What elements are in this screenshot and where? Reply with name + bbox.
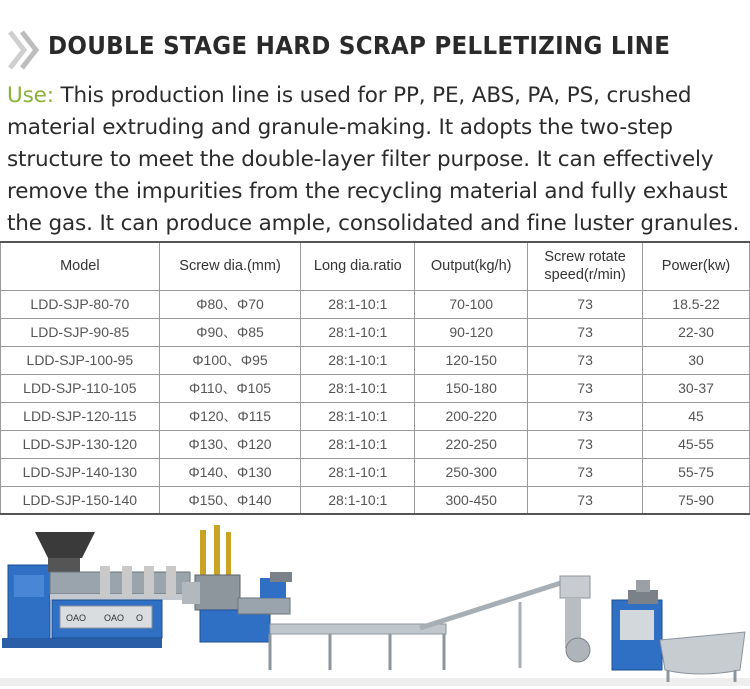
cell-screw-dia: Φ140、Φ130 <box>159 458 301 486</box>
cell-speed: 73 <box>528 318 643 346</box>
table-body <box>1 290 750 514</box>
spec-table <box>0 241 750 515</box>
cell-model: LDD-SJP-110-105 <box>1 374 160 402</box>
description-text: This production line is used for PP, PE, ABS, PA, PS, crushed material extruding and granule-making. It adopts the two-step structure to meet the double-layer filter purpose. It can effectively remove the impurities from the recycling material and fully exhaust the gas. It can produce ample, consolidated and fine luster granules. <box>7 83 740 236</box>
title-bar <box>0 22 750 74</box>
cell-output: 300-450 <box>415 486 528 514</box>
cell-ratio: 28:1-10:1 <box>301 402 415 430</box>
cell-screw-dia: Φ80、Φ70 <box>159 290 301 318</box>
pelletizing-line-illustration <box>0 520 750 689</box>
cell-screw-dia: Φ110、Φ105 <box>159 374 301 402</box>
cell-power: 75-90 <box>643 486 750 514</box>
machine-panel-label-1: OAO <box>66 613 87 623</box>
cell-model: LDD-SJP-100-95 <box>1 346 160 374</box>
cell-output: 120-150 <box>415 346 528 374</box>
cell-model: LDD-SJP-140-130 <box>1 458 160 486</box>
header-ratio: Long dia.ratio <box>301 242 415 290</box>
cell-speed: 73 <box>528 458 643 486</box>
cyclone-blower <box>560 576 590 662</box>
cell-output: 70-100 <box>415 290 528 318</box>
table-row <box>1 374 750 402</box>
chevron-right-icon <box>6 28 42 72</box>
cell-speed: 73 <box>528 402 643 430</box>
cell-speed: 73 <box>528 290 643 318</box>
cell-power: 18.5-22 <box>643 290 750 318</box>
header-speed-line1: Screw rotate <box>544 249 626 266</box>
cell-power: 30-37 <box>643 374 750 402</box>
cell-screw-dia: Φ120、Φ115 <box>159 402 301 430</box>
cell-screw-dia: Φ90、Φ85 <box>159 318 301 346</box>
cell-ratio: 28:1-10:1 <box>301 430 415 458</box>
cell-output: 250-300 <box>415 458 528 486</box>
cell-power: 45 <box>643 402 750 430</box>
table-row <box>1 318 750 346</box>
cell-ratio: 28:1-10:1 <box>301 290 415 318</box>
cooling-water-trough <box>270 624 446 670</box>
header-output: Output(kg/h) <box>415 242 528 290</box>
pelletizer-cutter <box>612 580 662 670</box>
cell-screw-dia: Φ130、Φ120 <box>159 430 301 458</box>
cell-model: LDD-SJP-80-70 <box>1 290 160 318</box>
table-header-row <box>1 242 750 290</box>
header-model: Model <box>1 242 160 290</box>
cell-model: LDD-SJP-90-85 <box>1 318 160 346</box>
machine-panel-label-2: OAO <box>104 613 125 623</box>
cell-power: 45-55 <box>643 430 750 458</box>
cell-model: LDD-SJP-120-115 <box>1 402 160 430</box>
table-row <box>1 346 750 374</box>
header-screw-dia: Screw dia.(mm) <box>159 242 301 290</box>
machine-panel-label-3: O <box>136 613 144 623</box>
cell-speed: 73 <box>528 346 643 374</box>
cell-output: 150-180 <box>415 374 528 402</box>
cell-model: LDD-SJP-150-140 <box>1 486 160 514</box>
cell-output: 220-250 <box>415 430 528 458</box>
header-speed <box>528 242 643 290</box>
screen-changer <box>182 525 240 610</box>
table-row <box>1 458 750 486</box>
cell-ratio: 28:1-10:1 <box>301 374 415 402</box>
cell-speed: 73 <box>528 430 643 458</box>
cell-output: 200-220 <box>415 402 528 430</box>
cell-ratio: 28:1-10:1 <box>301 346 415 374</box>
table-row <box>1 402 750 430</box>
cell-speed: 73 <box>528 374 643 402</box>
table-row <box>1 486 750 514</box>
cell-speed: 73 <box>528 486 643 514</box>
stainless-collecting-tank <box>660 632 745 682</box>
page-title: DOUBLE STAGE HARD SCRAP PELLETIZING LINE <box>48 31 671 60</box>
cell-model: LDD-SJP-130-120 <box>1 430 160 458</box>
cell-power: 22-30 <box>643 318 750 346</box>
header-power: Power(kw) <box>643 242 750 290</box>
cell-power: 30 <box>643 346 750 374</box>
description <box>7 80 747 240</box>
cell-ratio: 28:1-10:1 <box>301 458 415 486</box>
cell-ratio: 28:1-10:1 <box>301 318 415 346</box>
table-row <box>1 430 750 458</box>
first-stage-extruder <box>2 532 190 648</box>
cell-power: 55-75 <box>643 458 750 486</box>
header-speed-line2: speed(r/min) <box>544 267 626 284</box>
use-label: Use: <box>7 83 54 108</box>
cell-output: 90-120 <box>415 318 528 346</box>
cell-ratio: 28:1-10:1 <box>301 486 415 514</box>
cell-screw-dia: Φ100、Φ95 <box>159 346 301 374</box>
table-row <box>1 290 750 318</box>
cell-screw-dia: Φ150、Φ140 <box>159 486 301 514</box>
